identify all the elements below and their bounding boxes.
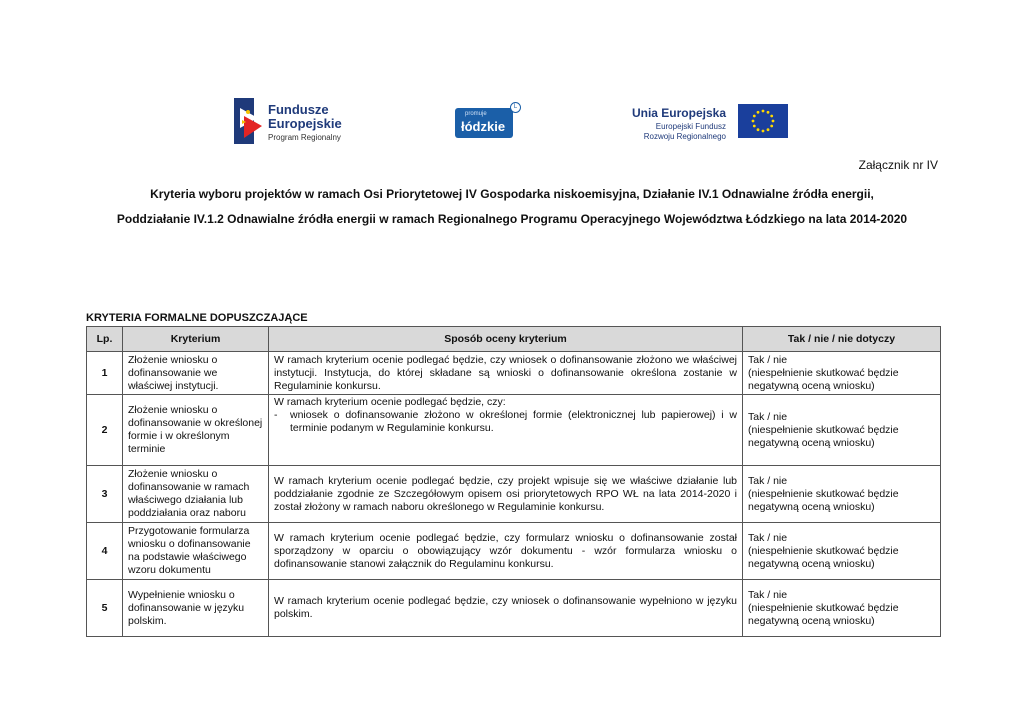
eu-flag-icon xyxy=(738,104,788,138)
document-title-line2: Poddziałanie IV.1.2 Odnawialne źródła energii w ramach Regionalnego Programu Operacyjnego Województwa Łódzkiego na lata 2014-2020 xyxy=(116,212,908,226)
lodzkie-logo-small: promuje xyxy=(465,111,487,117)
row-lp: 1 xyxy=(87,352,123,395)
bullet-dash: - xyxy=(274,409,278,421)
lodzkie-logo-big: łódzkie xyxy=(461,119,506,134)
table-row xyxy=(87,466,941,523)
header-lp: Lp. xyxy=(87,327,123,352)
section-title: KRYTERIA FORMALNE DOPUSZCZAJĄCE xyxy=(86,312,308,324)
row-method: W ramach kryterium ocenie podlegać będzie, czy wniosek o dofinansowanie wypełniono w języku polskim. xyxy=(269,580,743,637)
table-row xyxy=(87,395,941,466)
row-method xyxy=(269,395,743,466)
header-answer: Tak / nie / nie dotyczy xyxy=(743,327,941,352)
row-answer: Tak / nie (niespełnienie skutkować będzie negatywną oceną wniosku) xyxy=(743,352,941,395)
fundusze-europejskie-logo xyxy=(234,98,354,148)
row-method: W ramach kryterium ocenie podlegać będzie, czy wniosek o dofinansowanie złożono we właściwej instytucji. Instytucja, do której składane są wnioski o dofinansowanie określona zostanie w Regulaminie konkursu. xyxy=(269,352,743,395)
row-answer: Tak / nie (niespełnienie skutkować będzie negatywną oceną wniosku) xyxy=(743,523,941,580)
row-lp: 2 xyxy=(87,395,123,466)
table-header-row xyxy=(87,327,941,352)
table-row xyxy=(87,523,941,580)
ue-logo-line1: Unia Europejska xyxy=(631,106,726,120)
criteria-table xyxy=(86,326,941,637)
fe-flag-icon xyxy=(234,98,262,144)
header-method: Sposób oceny kryterium xyxy=(269,327,743,352)
row-lp: 5 xyxy=(87,580,123,637)
logo-bar xyxy=(0,96,1024,152)
row-criterion: Przygotowanie formularza wniosku o dofinansowanie na podstawie właściwego wzoru dokumentu xyxy=(123,523,269,580)
document-title-line1: Kryteria wyboru projektów w ramach Osi Priorytetowej IV Gospodarka niskoemisyjna, Działanie IV.1 Odnawialne źródła energii, xyxy=(150,187,874,201)
row-criterion: Złożenie wniosku o dofinansowanie w określonej formie i w określonym terminie xyxy=(123,395,269,466)
bullet-text: wniosek o dofinansowanie złożono w określonej formie (elektronicznej lub papierowej) i w terminie podanym w Regulaminie konkursu. xyxy=(290,409,737,434)
lodzkie-logo xyxy=(455,104,518,138)
row-answer: Tak / nie (niespełnienie skutkować będzie negatywną oceną wniosku) xyxy=(743,580,941,637)
table-row xyxy=(87,580,941,637)
fe-logo-line3: Program Regionalny xyxy=(268,133,341,142)
unia-europejska-logo xyxy=(631,106,788,146)
fe-logo-line1: Fundusze xyxy=(268,102,329,117)
row-answer: Tak / nie (niespełnienie skutkować będzie negatywną oceną wniosku) xyxy=(743,466,941,523)
row-method: W ramach kryterium ocenie podlegać będzie, czy formularz wniosku o dofinansowanie został sporządzony w oparciu o obowiązujący wzór dokumentu - wzór formularza wniosku o dofinansowanie stanowi załącznik do Regulaminu konkursu. xyxy=(269,523,743,580)
lodzkie-logo-mark: L xyxy=(510,102,521,113)
row-criterion: Złożenie wniosku o dofinansowanie w ramach właściwego działania lub poddziałania oraz naboru xyxy=(123,466,269,523)
ue-logo-line2: Europejski Fundusz xyxy=(655,122,726,131)
row-method: W ramach kryterium ocenie podlegać będzie, czy projekt wpisuje się we właściwe działanie lub poddziałanie zgodnie ze Szczegółowym opisem osi priorytetowych RPO WŁ na lata 2014-2020 i został złożony w ramach naboru określonego w Regulaminie konkursu. xyxy=(269,466,743,523)
table-row xyxy=(87,352,941,395)
row-lp: 3 xyxy=(87,466,123,523)
row-method-intro: W ramach kryterium ocenie podlegać będzie, czy: xyxy=(274,396,506,408)
annex-label: Załącznik nr IV xyxy=(858,158,938,172)
row-method-bullet xyxy=(274,409,737,435)
fe-logo-line2: Europejskie xyxy=(268,116,342,131)
row-lp: 4 xyxy=(87,523,123,580)
row-answer: Tak / nie (niespełnienie skutkować będzie negatywną oceną wniosku) xyxy=(743,395,941,466)
ue-logo-line3: Rozwoju Regionalnego xyxy=(643,132,726,141)
row-criterion: Wypełnienie wniosku o dofinansowanie w języku polskim. xyxy=(123,580,269,637)
row-criterion: Złożenie wniosku o dofinansowanie we właściwej instytucji. xyxy=(123,352,269,395)
header-criterion: Kryterium xyxy=(123,327,269,352)
